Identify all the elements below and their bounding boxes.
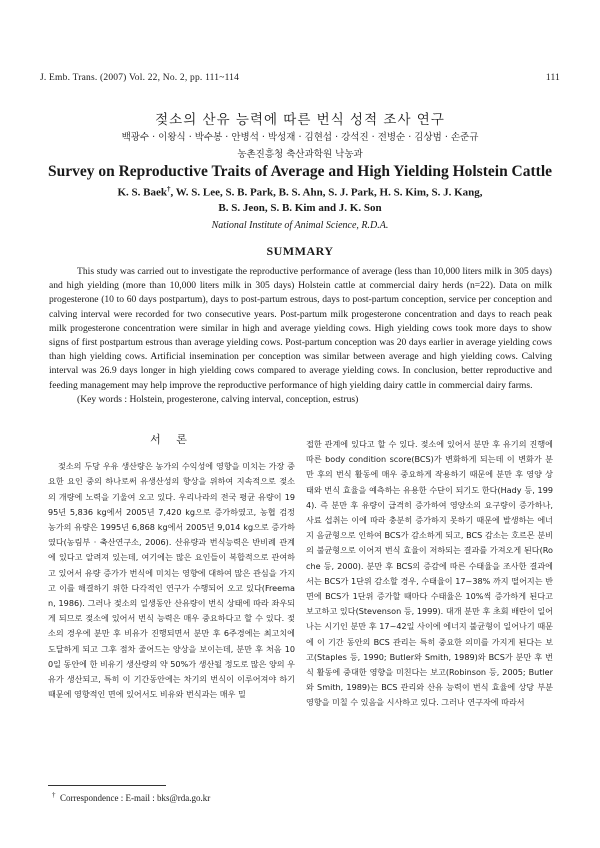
summary-heading: SUMMARY [266,244,334,258]
abstract [49,265,552,407]
right-column [306,437,553,711]
first-author: K. S. Baek [117,186,167,199]
korean-affiliation: 농촌진흥청 축산과학원 낙농과 [237,149,363,160]
english-authors-line2: B. S. Jeon, S. B. Kim and J. K. Son [218,202,382,214]
english-authors-line1 [40,185,560,199]
korean-author-list: 백광수 · 이왕식 · 박수봉 · 안병석 · 박성재 · 김현섭 · 강석진 · 전병순 · 김상범 · 손준규 [121,132,479,143]
journal-citation: J. Emb. Trans. (2007) Vol. 22, No. 2, pp. 111~114 [40,73,240,83]
keywords: (Key words : Holstein, progesterone, calving interval, conception, estrus) [77,393,359,405]
left-column [48,432,295,702]
english-title: Survey on Reproductive Traits of Average and High Yielding Holstein Cattle [47,163,553,180]
korean-authors [40,129,560,143]
page-number: 111 [545,73,560,83]
footnote [52,791,210,803]
footnote-divider [48,785,166,786]
corresponding-mark: † [166,185,171,193]
correspondence-email: Correspondence : E-mail : bks@rda.go.kr [60,793,211,803]
introduction-heading: 서 론 [150,433,193,446]
intro-paragraph-right: 접한 관계에 있다고 할 수 있다. 젖소에 있어서 분만 후 유기의 진행에 따른 body condition score(BCS)가 변화하게 되는데 이 변화가 분만 후의 번식 활동에 매우 중요하게 작용하기 때문에 분만 후 영양 상태와 번식 효율을 예측하는 유용한 수단이 되기도 한다(Hady 등, 1994). 즉 분만 후 유량이 급격히 증가하여 영양소의 요구량이 증가하나, 사료 섭취는 이에 따라 충분히 증가하지 못하기 때문에 발생하는 에너지 음균형으로 인하여 BCS가 감소하게 되고, BCS 감소는 호르몬 분비의 불균형으로 이어져 번식 효율이 저하되는 결과를 가져오게 된다(Roche 등, 2000). 분만 후 BCS의 증감에 따른 수태율을 조사한 결과에서는 BCS가 1단위 감소할 경우, 수태율이 17~38% 까지 떨어지는 반면에 BCS가 1단위 증가할 때마다 수태율은 10%씩 증가하게 된다고 보고하고 있다(Stevenson 등, 1999). 대개 분만 후 초회 배란이 일어나는 시기인 분만 후 17~42일 사이에 에너지 불균형이 일어나기 때문에 이 기간 동안의 BCS 관리는 특히 중요한 의미를 가지게 된다는 보고(Staples 등, 1990; Butler와 Smith, 1989)와 BCS가 분만 후 번식 활동에 중대한 영향을 미친다는 보고(Robinson 등, 2005; Butler와 Smith, 1989)는 BCS 관리와 산유 능력이 번식 효율에 상당 부분 영향을 미칠 수 있음을 시사하고 있다. 그러나 연구자에 따라서 [306,439,553,708]
abstract-body: This study was carried out to investigate the reproductive performance of average (less than 10,000 liters milk in 305 days) and high yielding (more than 10,000 liters milk in 305 days) Holstein cattle at commercial dairy herds (n=22). Data on milk progesterone (10 to 60 days postpartum), days to post-partum estrous, days to post-partum conception, service per conception and calving interval were recorded for two consecutive years. Post-partum milk progesterone concentration and days to reach peak milk progesterone concentration were similar in high and average yielding cows. High yielding cows took more days to show signs of first postpartum estrous than average yielding cows. Post-partum conception was 20 days earlier in average yielding cows than high yielding cows. Artificial insemination per conception was similar between average and high yielding cows. Calving interval was 26.9 days longer in high yielding cows compared to average yielding cows. In conclusion, better reproductive and feeding management may help improve the reproductive performance of high yielding dairy cattle in commercial dairy farms. [49,266,552,391]
english-affiliation: National Institute of Animal Science, R.D.A. [211,220,389,231]
coauthors: , W. S. Lee, S. B. Park, B. S. Ahn, S. J. Park, H. S. Kim, S. J. Kang, [170,186,483,199]
footnote-mark: † [52,791,56,799]
intro-paragraph-left: 젖소의 두당 우유 생산량은 농가의 수익성에 영향을 미치는 가장 중요한 요인 중의 하나로써 유생산성의 향상을 위하여 지속적으로 젖소의 개량에 노력을 기울여 오고 있다. 우리나라의 전국 평균 유량이 1995년 5,836 kg에서 2005년 7,420 kg으로 증가하였고, 농협 검정 농가의 유량은 1995년 6,868 kg에서 2005년 9,014 kg으로 증가하였다(농림부 · 축산연구소, 2006). 산유량과 번식능력은 반비례 관계에 있다고 알려져 있는데, 여기에는 많은 요인들이 복합적으로 관여하고 있어서 유량 증가가 번식에 미치는 영향에 대하여 많은 관심을 가지고 이를 해결하기 위한 다각적인 연구가 수행되어 오고 있다(Freeman, 1986). 그러나 젖소의 일생동안 산유량이 번식 상태에 따라 좌우되게 되므로 젖소에 있어서 번식 능력은 매우 중요하다고 할 수 있다. 젖소의 경우에 분만 후 비유가 진행되면서 분만 후 6주경에는 최고치에 도달하게 되고 그후 점차 줄어드는 양상을 보이는데, 분만 후 처음 100일 동안에 한 비유기 생산량의 약 50%가 생산될 정도로 많은 양의 우유가 생산되고, 특히 이 기간동안에는 차기의 번식이 이루어져야 하기 때문에 영향적인 면에 있어서도 비유와 번식과는 매우 밀 [48,461,295,700]
korean-title: 젖소의 산유 능력에 따른 번식 성적 조사 연구 [155,112,445,128]
